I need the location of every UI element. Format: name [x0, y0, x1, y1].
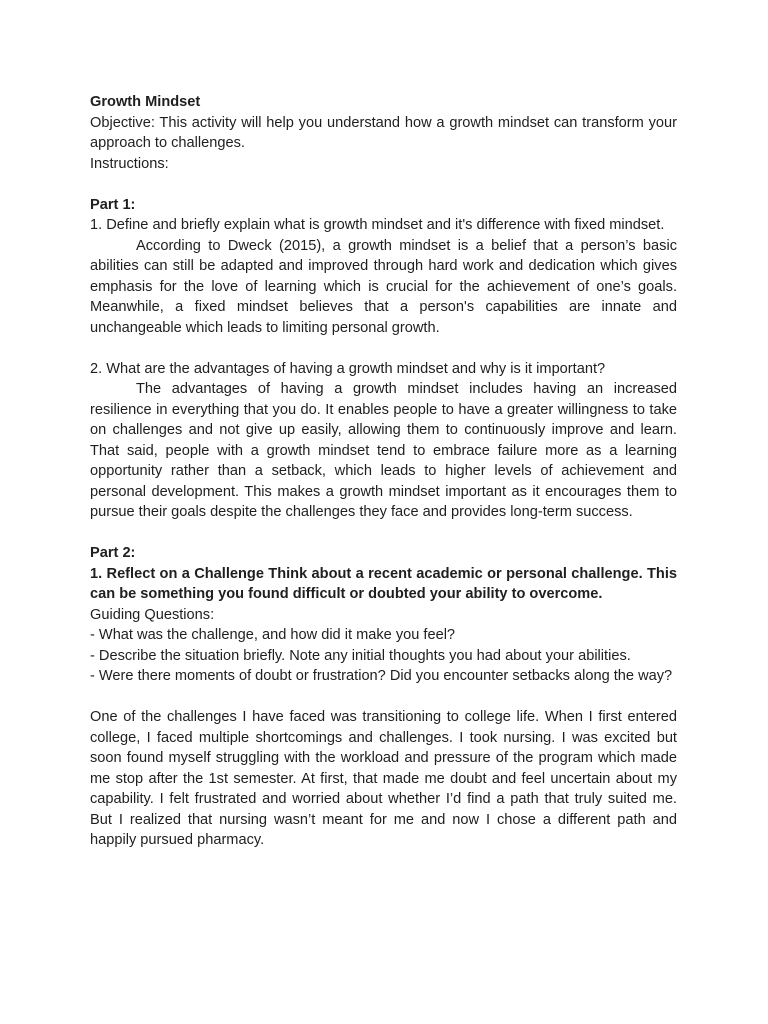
part2-prompt: 1. Reflect on a Challenge Think about a recent academic or personal challenge. This can be something you found difficult or doubted your ability to overcome. — [90, 565, 677, 602]
instructions-label: Instructions: — [90, 155, 169, 172]
objective-text: Objective: This activity will help you understand how a growth mindset can transform your approach to challenges. — [90, 114, 677, 151]
part2-heading: Part 2: — [90, 545, 136, 561]
guiding-questions-label: Guiding Questions: — [90, 606, 215, 623]
guiding-question-2: - Describe the situation briefly. Note any initial thoughts you had about your abilities. — [90, 647, 631, 664]
spacer — [90, 523, 677, 544]
part2-answer: One of the challenges I have faced was transitioning to college life. When I first entered college, I faced multiple shortcomings and challenges. I took nursing. I was excited but soon found myself struggling with the workload and pressure of the program which made me stop after the 1st semester. At first, that made me doubt and feel uncertain about my capability. I felt frustrated and worried about whether I’d find a path that truly suited me. But I realized that nursing wasn’t meant for me and now I chose a different path and happily pursued pharmacy. — [90, 709, 677, 848]
part1-question-1: 1. Define and briefly explain what is growth mindset and it's difference with fixed mindset. — [90, 217, 665, 233]
guiding-question-3: - Were there moments of doubt or frustration? Did you encounter setbacks along the way? — [90, 668, 673, 684]
document-page — [90, 92, 677, 851]
part1-answer-1: According to Dweck (2015), a growth mindset is a belief that a person’s basic abilities can still be adapted and improved through hard work and dedication which gives emphasis for the love of learning which is crucial for the achievement of one’s goals. Meanwhile, a fixed mindset believes that a person's capabilities are innate and unchangeable which leads to limiting personal growth. — [90, 237, 677, 336]
spacer — [90, 687, 677, 708]
guiding-question-1: - What was the challenge, and how did it make you feel? — [90, 627, 456, 643]
document-title: Growth Mindset — [90, 94, 201, 110]
part1-question-2: 2. What are the advantages of having a growth mindset and why is it important? — [90, 360, 606, 377]
part1-heading: Part 1: — [90, 196, 136, 213]
spacer — [90, 338, 677, 359]
part1-answer-2: The advantages of having a growth mindset includes having an increased resilience in everything that you do. It enables people to have a greater willingness to take on challenges and not give up easily, allowing them to continuously improve and learn. That said, people with a growth mindset tend to embrace failure more as a learning opportunity rather than a setback, which leads to higher levels of achievement and personal development. This makes a growth mindset important as it encourages them to pursue their goals despite the challenges they face and provides long-term success. — [90, 381, 677, 520]
spacer — [90, 174, 677, 195]
